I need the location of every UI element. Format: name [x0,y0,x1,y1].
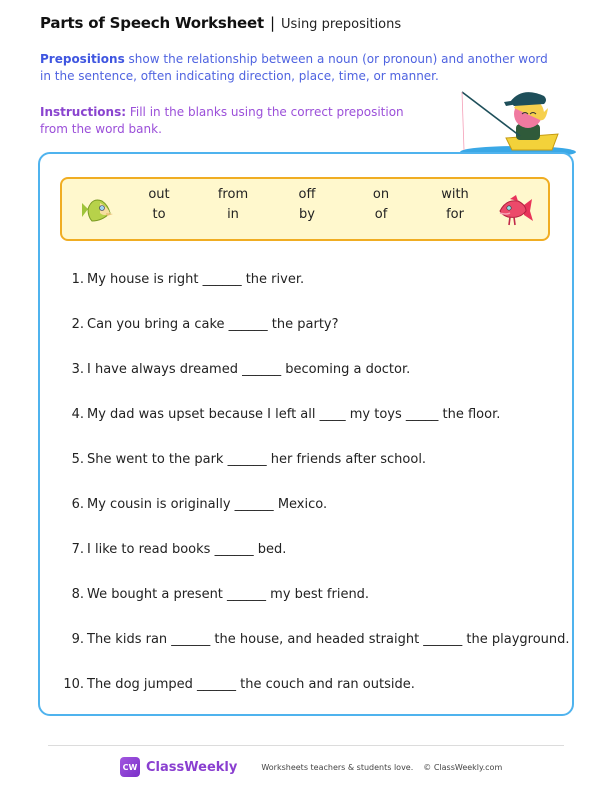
word-bank-word: for [446,207,464,222]
instructions-text: Fill in the blanks using the correct preposition from the word bank. [40,105,404,136]
question-number: 1. [71,272,84,287]
word-bank-word: to [152,207,166,222]
intro-term: Prepositions [40,52,125,66]
question-item [62,452,426,467]
word-bank-word: off [298,187,316,202]
question-text: She went to the park ______ her friends after school. [87,452,427,467]
intro-paragraph [40,51,560,85]
word-bank-word: by [299,207,315,222]
title-separator: | [269,14,276,32]
classweekly-logo-icon: CW [120,757,140,777]
question-number: 8. [71,587,84,602]
word-bank-word: from [217,187,249,202]
question-number: 5. [71,452,84,467]
word-bank-word: on [372,187,390,202]
question-item [62,632,570,647]
question-number: 6. [71,497,84,512]
worksheet-title: Parts of Speech Worksheet [40,14,264,32]
question-item [62,497,327,512]
word-bank-word: in [227,207,239,222]
question-item [62,272,304,287]
word-bank-grid [122,187,492,222]
question-item [62,677,415,692]
question-number: 9. [71,632,84,647]
question-number: 3. [71,362,84,377]
question-text: I like to read books ______ bed. [87,542,287,557]
word-bank-word: out [148,187,170,202]
question-item [62,317,339,332]
question-text: The dog jumped ______ the couch and ran outside. [87,677,415,692]
question-number: 2. [71,317,84,332]
question-text: My cousin is originally ______ Mexico. [87,497,328,512]
fishing-boy-illustration-icon [448,82,578,160]
question-text: I have always dreamed ______ becoming a doctor. [87,362,411,377]
question-number: 4. [71,407,84,422]
intro-text: show the relationship between a noun (or pronoun) and another word in the sentence, often indicating direction, place, time, or manner. [40,52,548,83]
word-bank [60,177,550,241]
question-item [62,407,500,422]
question-item [62,362,410,377]
green-fish-icon [76,191,114,229]
footer-copyright: © ClassWeekly.com [423,762,503,772]
red-fish-icon [496,191,534,229]
question-number: 7. [71,542,84,557]
question-text: My dad was upset because I left all ____ my toys _____ the floor. [87,407,501,422]
footer [120,757,502,777]
brand-name: ClassWeekly [146,759,238,775]
question-number: 10. [63,677,84,692]
word-bank-word: with [441,187,469,202]
instructions-label: Instructions: [40,105,127,119]
footer-divider [48,745,564,746]
question-text: The kids ran ______ the house, and headed straight ______ the playground. [87,632,570,647]
footer-tagline: Worksheets teachers & students love. [261,762,414,772]
worksheet-subtitle: Using prepositions [281,17,402,32]
question-item [62,587,369,602]
question-text: Can you bring a cake ______ the party? [87,317,339,332]
question-item [62,542,286,557]
question-text: My house is right ______ the river. [87,272,305,287]
worksheet-header [40,14,401,32]
question-text: We bought a present ______ my best friend. [87,587,370,602]
instructions-paragraph [40,104,420,138]
word-bank-word: of [374,207,388,222]
